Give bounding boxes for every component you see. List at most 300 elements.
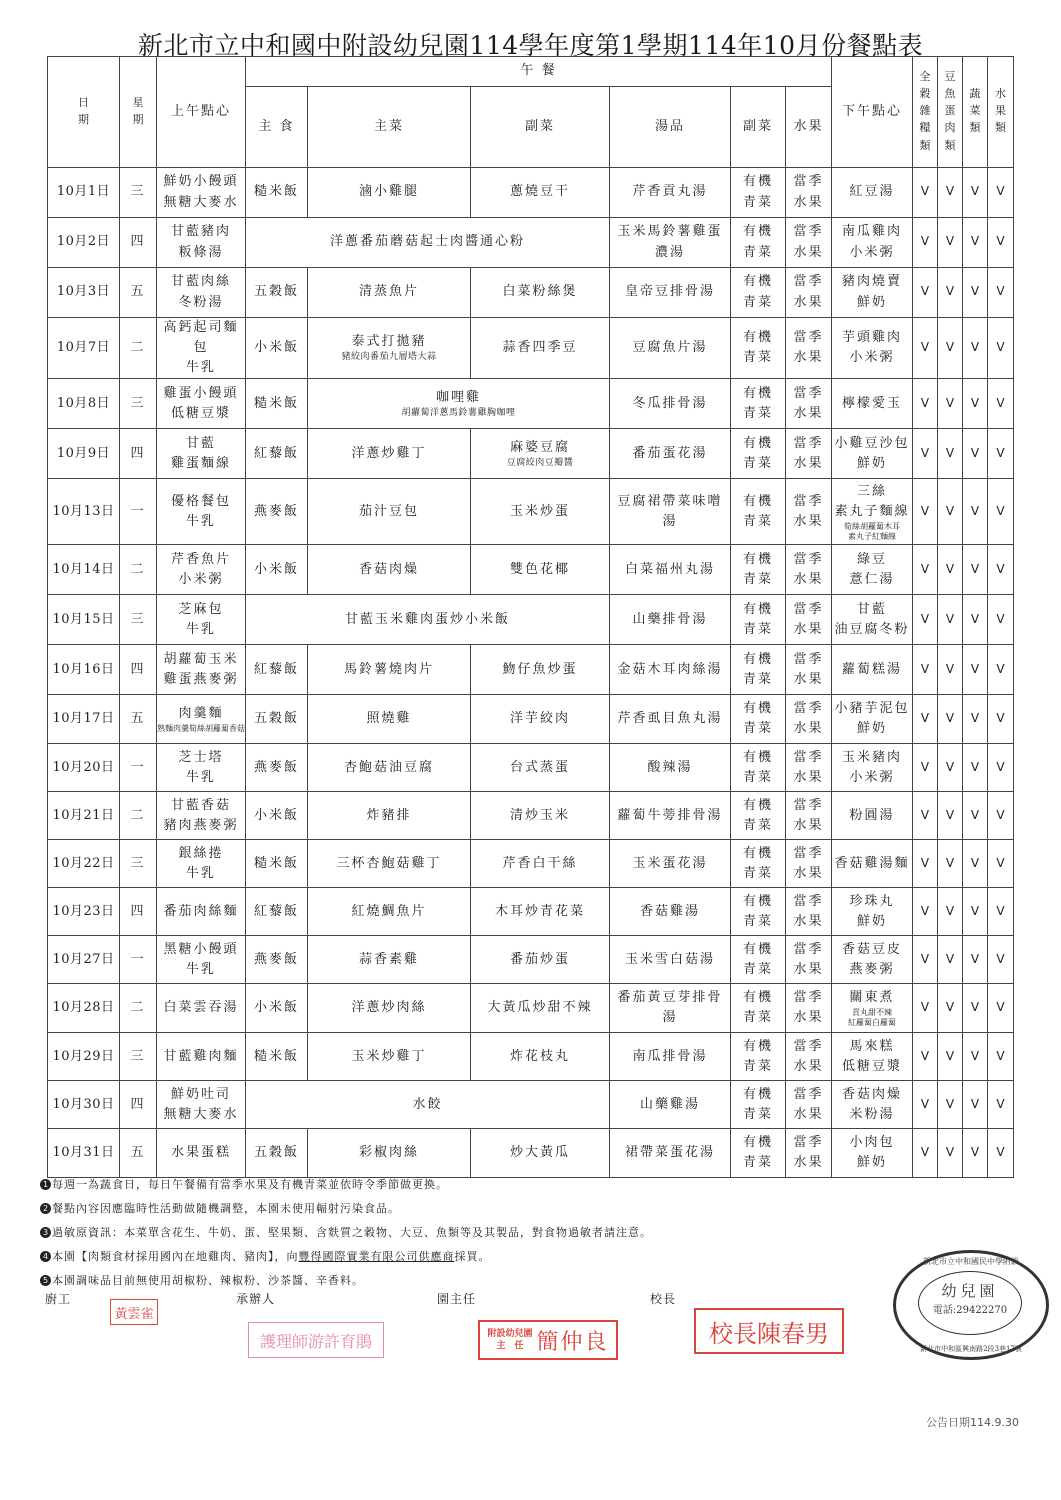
check-mark-icon: V (970, 561, 980, 576)
staple-cell: 糙米飯 (246, 168, 308, 218)
weekday-cell: 一 (120, 479, 157, 545)
check-mark-icon: V (970, 284, 980, 299)
afternoon-snack-cell: 玉米豬肉 小米粥 (832, 744, 913, 792)
check-mark-icon: V (996, 807, 1005, 822)
morning-snack-cell: 鮮奶吐司 無糖大麥水 (157, 1081, 246, 1129)
check-mark-icon: V (996, 759, 1005, 774)
principal-stamp: 校長陳春男 (694, 1308, 844, 1354)
weekday-cell: 一 (120, 936, 157, 984)
morning-snack-cell: 胡蘿蔔玉米 雞蛋燕麥粥 (157, 645, 246, 695)
date-cell: 10月20日 (48, 744, 120, 792)
fruit-cell: 當季 水果 (786, 645, 832, 695)
check-fruit-cell (988, 545, 1014, 595)
check-mark-icon: V (996, 503, 1005, 518)
date-cell: 10月15日 (48, 595, 120, 645)
side-veg-cell: 有機 青菜 (731, 744, 786, 792)
weekday-cell: 三 (120, 1033, 157, 1081)
table-row (48, 595, 1014, 645)
main-dish-cell: 紅燒鯛魚片 (308, 888, 471, 936)
header-staple: 主 食 (246, 87, 308, 168)
soup-cell: 玉米雪白菇湯 (610, 936, 731, 984)
check-mark-icon: V (920, 284, 930, 299)
weekday-cell: 二 (120, 792, 157, 840)
check-fruit-cell (988, 695, 1014, 744)
date-cell: 10月28日 (48, 984, 120, 1033)
afternoon-snack-cell: 香菇豆皮 燕麥粥 (832, 936, 913, 984)
side-veg-cell: 有機 青菜 (731, 645, 786, 695)
afternoon-snack-cell: 芋頭雞肉 小米粥 (832, 318, 913, 379)
main-dish-cell: 照燒雞 (308, 695, 471, 744)
check-mark-icon: V (970, 807, 980, 822)
morning-snack-cell: 黑糖小饅頭 牛乳 (157, 936, 246, 984)
check-grains-cell (913, 1081, 938, 1129)
check-grains-cell (913, 218, 938, 268)
lunch-merged-cell: 水餃 (246, 1081, 610, 1129)
check-mark-icon: V (996, 395, 1005, 410)
check-mark-icon: V (970, 395, 980, 410)
director-stamp: 附設幼兒園 主 任 簡仲良 (478, 1320, 618, 1360)
staple-cell: 糙米飯 (246, 1033, 308, 1081)
check-mark-icon: V (996, 1096, 1005, 1111)
fruit-cell: 當季 水果 (786, 429, 832, 479)
fruit-cell: 當季 水果 (786, 218, 832, 268)
page-title: 新北市立中和國中附設幼兒園114學年度第1學期114年10月份餐點表 (137, 31, 924, 60)
check-mark-icon: V (920, 1000, 930, 1015)
check-mark-icon: V (945, 503, 955, 518)
check-protein-cell (938, 545, 963, 595)
note-2: 2 餐點內容因應臨時性活動做隨機調整，本園未使用輻射污染食品。 (40, 1197, 652, 1221)
fruit-cell: 當季 水果 (786, 168, 832, 218)
header-date: 日期 (48, 57, 120, 168)
check-mark-icon: V (920, 1096, 930, 1111)
header-cat-protein: 豆魚蛋肉類 (938, 57, 963, 168)
date-cell: 10月22日 (48, 840, 120, 888)
check-fruit-cell (988, 1081, 1014, 1129)
note-3: 3 過敏原資訊：本菜單含花生、牛奶、蛋、堅果類、含麩質之穀物、大豆、魚類等及其製品，對食物過敏者請注意。 (40, 1221, 652, 1245)
check-protein-cell (938, 595, 963, 645)
morning-snack-cell: 高鈣起司麵包 牛乳 (157, 318, 246, 379)
morning-snack-cell: 甘藍香菇 豬肉燕麥粥 (157, 792, 246, 840)
check-fruit-cell (988, 1033, 1014, 1081)
morning-snack-cell: 甘藍 雞蛋麵線 (157, 429, 246, 479)
weekday-cell: 四 (120, 645, 157, 695)
check-mark-icon: V (996, 951, 1005, 966)
soup-cell: 山藥排骨湯 (610, 595, 731, 645)
check-veg-cell (963, 545, 988, 595)
date-cell: 10月7日 (48, 318, 120, 379)
date-cell: 10月1日 (48, 168, 120, 218)
morning-snack-cell: 甘藍豬肉 粄條湯 (157, 218, 246, 268)
date-cell: 10月27日 (48, 936, 120, 984)
check-mark-icon: V (970, 661, 980, 676)
check-mark-icon: V (945, 1096, 955, 1111)
soup-cell: 裙帶菜蛋花湯 (610, 1129, 731, 1178)
header-fruit: 水果 (786, 87, 832, 168)
check-fruit-cell (988, 792, 1014, 840)
check-mark-icon: V (996, 903, 1005, 918)
soup-cell: 冬瓜排骨湯 (610, 379, 731, 429)
check-protein-cell (938, 479, 963, 545)
main-side-merged-cell: 咖哩雞 胡蘿蔔洋蔥馬鈴薯雞胸咖哩 (308, 379, 610, 429)
table-row (48, 888, 1014, 936)
check-mark-icon: V (996, 1145, 1005, 1160)
check-mark-icon: V (970, 759, 980, 774)
check-protein-cell (938, 792, 963, 840)
main-dish-cell: 馬鈴薯燒肉片 (308, 645, 471, 695)
check-veg-cell (963, 984, 988, 1033)
check-mark-icon: V (945, 611, 955, 626)
soup-cell: 芹香虱目魚丸湯 (610, 695, 731, 744)
handler-stamp: 護理師游許育鵑 (248, 1322, 384, 1358)
check-mark-icon: V (970, 184, 980, 199)
afternoon-snack-cell: 小肉包 鮮奶 (832, 1129, 913, 1178)
soup-cell: 金菇木耳肉絲湯 (610, 645, 731, 695)
side-veg-cell: 有機 青菜 (731, 168, 786, 218)
date-cell: 10月21日 (48, 792, 120, 840)
check-grains-cell (913, 168, 938, 218)
side-veg-cell: 有機 青菜 (731, 936, 786, 984)
check-grains-cell (913, 840, 938, 888)
main-dish-cell: 香菇肉燥 (308, 545, 471, 595)
check-veg-cell (963, 888, 988, 936)
soup-cell: 皇帝豆排骨湯 (610, 268, 731, 318)
table-row (48, 936, 1014, 984)
check-mark-icon: V (970, 234, 980, 249)
table-row (48, 429, 1014, 479)
check-protein-cell (938, 984, 963, 1033)
check-mark-icon: V (996, 611, 1005, 626)
afternoon-snack-cell: 馬來糕 低糖豆漿 (832, 1033, 913, 1081)
check-mark-icon: V (920, 561, 930, 576)
side-dish-cell: 雙色花椰 (471, 545, 610, 595)
check-grains-cell (913, 429, 938, 479)
check-veg-cell (963, 840, 988, 888)
header-side-veg: 副菜 (731, 87, 786, 168)
table-row (48, 840, 1014, 888)
handler-label: 承辦人 (236, 1292, 276, 1306)
table-row (48, 792, 1014, 840)
table-row (48, 168, 1014, 218)
check-mark-icon: V (970, 903, 980, 918)
side-veg-cell: 有機 青菜 (731, 429, 786, 479)
side-veg-cell: 有機 青菜 (731, 318, 786, 379)
check-mark-icon: V (920, 445, 930, 460)
check-protein-cell (938, 429, 963, 479)
side-dish-cell: 洋芋絞肉 (471, 695, 610, 744)
check-mark-icon: V (996, 1000, 1005, 1015)
morning-snack-cell: 肉羹麵 熟麵肉羹筍絲胡蘿蔔香菇 (157, 695, 246, 744)
check-mark-icon: V (920, 234, 930, 249)
soup-cell: 山藥雞湯 (610, 1081, 731, 1129)
weekday-cell: 三 (120, 595, 157, 645)
check-mark-icon: V (970, 1048, 980, 1063)
afternoon-snack-cell: 香菇雞湯麵 (832, 840, 913, 888)
check-grains-cell (913, 268, 938, 318)
afternoon-snack-cell: 紅豆湯 (832, 168, 913, 218)
check-veg-cell (963, 1129, 988, 1178)
date-cell: 10月17日 (48, 695, 120, 744)
soup-cell: 蘿蔔牛蒡排骨湯 (610, 792, 731, 840)
afternoon-snack-cell: 三絲 素丸子麵線 筍絲胡蘿蔔木耳 素丸子紅麵線 (832, 479, 913, 545)
staple-cell: 五穀飯 (246, 268, 308, 318)
check-mark-icon: V (996, 184, 1005, 199)
morning-snack-cell: 芝士塔 牛乳 (157, 744, 246, 792)
soup-cell: 番茄黃豆芽排骨湯 (610, 984, 731, 1033)
check-veg-cell (963, 218, 988, 268)
check-mark-icon: V (970, 1145, 980, 1160)
check-veg-cell (963, 936, 988, 984)
check-grains-cell (913, 645, 938, 695)
header-main-dish: 主菜 (308, 87, 471, 168)
check-mark-icon: V (920, 759, 930, 774)
menu-table (47, 56, 1014, 1178)
lunch-merged-cell: 甘藍玉米雞肉蛋炒小米飯 (246, 595, 610, 645)
staple-cell: 燕麥飯 (246, 744, 308, 792)
check-protein-cell (938, 888, 963, 936)
side-veg-cell: 有機 青菜 (731, 1081, 786, 1129)
check-grains-cell (913, 545, 938, 595)
side-dish-cell: 炒大黃瓜 (471, 1129, 610, 1178)
check-protein-cell (938, 379, 963, 429)
check-protein-cell (938, 1081, 963, 1129)
cook-label: 廚工 (45, 1292, 72, 1306)
staple-cell: 紅藜飯 (246, 645, 308, 695)
morning-snack-cell: 芝麻包 牛乳 (157, 595, 246, 645)
check-fruit-cell (988, 984, 1014, 1033)
check-mark-icon: V (920, 807, 930, 822)
check-mark-icon: V (996, 561, 1005, 576)
table-row (48, 1081, 1014, 1129)
weekday-cell: 五 (120, 1129, 157, 1178)
check-mark-icon: V (920, 903, 930, 918)
check-mark-icon: V (920, 503, 930, 518)
weekday-cell: 二 (120, 545, 157, 595)
check-grains-cell (913, 479, 938, 545)
side-dish-cell: 台式蒸蛋 (471, 744, 610, 792)
staple-cell: 紅藜飯 (246, 429, 308, 479)
check-veg-cell (963, 168, 988, 218)
morning-snack-cell: 優格餐包 牛乳 (157, 479, 246, 545)
side-dish-cell: 蔥燒豆干 (471, 168, 610, 218)
check-mark-icon: V (970, 445, 980, 460)
check-fruit-cell (988, 268, 1014, 318)
fruit-cell: 當季 水果 (786, 984, 832, 1033)
check-fruit-cell (988, 379, 1014, 429)
note-5: 5 本園調味品目前無使用胡椒粉、辣椒粉、沙茶醬、辛香料。 (40, 1269, 652, 1293)
date-cell: 10月2日 (48, 218, 120, 268)
morning-snack-cell: 白菜雲吞湯 (157, 984, 246, 1033)
soup-cell: 香菇雞湯 (610, 888, 731, 936)
check-mark-icon: V (996, 711, 1005, 726)
side-veg-cell: 有機 青菜 (731, 479, 786, 545)
check-fruit-cell (988, 1129, 1014, 1178)
check-veg-cell (963, 1033, 988, 1081)
check-mark-icon: V (945, 1145, 955, 1160)
date-cell: 10月29日 (48, 1033, 120, 1081)
weekday-cell: 四 (120, 429, 157, 479)
staple-cell: 糙米飯 (246, 379, 308, 429)
table-row (48, 318, 1014, 379)
director-label: 園主任 (437, 1292, 477, 1306)
side-dish-cell: 蒜香四季豆 (471, 318, 610, 379)
main-dish-cell: 蒜香素雞 (308, 936, 471, 984)
check-grains-cell (913, 888, 938, 936)
date-cell: 10月23日 (48, 888, 120, 936)
check-mark-icon: V (920, 395, 930, 410)
table-row (48, 744, 1014, 792)
soup-cell: 玉米馬鈴薯雞蛋濃湯 (610, 218, 731, 268)
check-mark-icon: V (996, 855, 1005, 870)
main-dish-cell: 洋蔥炒雞丁 (308, 429, 471, 479)
table-row (48, 218, 1014, 268)
check-protein-cell (938, 318, 963, 379)
side-dish-cell: 魩仔魚炒蛋 (471, 645, 610, 695)
fruit-cell: 當季 水果 (786, 792, 832, 840)
check-grains-cell (913, 1129, 938, 1178)
staple-cell: 燕麥飯 (246, 936, 308, 984)
main-dish-cell: 杏鮑菇油豆腐 (308, 744, 471, 792)
afternoon-snack-cell: 豬肉燒賣 鮮奶 (832, 268, 913, 318)
side-veg-cell: 有機 青菜 (731, 888, 786, 936)
weekday-cell: 三 (120, 379, 157, 429)
check-mark-icon: V (920, 855, 930, 870)
side-veg-cell: 有機 青菜 (731, 1033, 786, 1081)
soup-cell: 酸辣湯 (610, 744, 731, 792)
check-grains-cell (913, 936, 938, 984)
header-cat-grains: 全穀雜糧類 (913, 57, 938, 168)
main-dish-cell: 茄汁豆包 (308, 479, 471, 545)
check-fruit-cell (988, 595, 1014, 645)
weekday-cell: 四 (120, 888, 157, 936)
weekday-cell: 二 (120, 318, 157, 379)
fruit-cell: 當季 水果 (786, 695, 832, 744)
table-row (48, 1033, 1014, 1081)
side-dish-cell: 白菜粉絲煲 (471, 268, 610, 318)
check-mark-icon: V (996, 340, 1005, 355)
check-mark-icon: V (945, 184, 955, 199)
check-mark-icon: V (945, 561, 955, 576)
check-protein-cell (938, 936, 963, 984)
side-veg-cell: 有機 青菜 (731, 595, 786, 645)
check-mark-icon: V (920, 611, 930, 626)
check-mark-icon: V (945, 807, 955, 822)
check-mark-icon: V (996, 445, 1005, 460)
check-mark-icon: V (945, 855, 955, 870)
header-soup: 湯品 (610, 87, 731, 168)
school-seal: 新北市立中和國民中學附設 幼兒園 電話:29422270 新北市中和區興南路2段3巷17號 (893, 1250, 1049, 1360)
staple-cell: 五穀飯 (246, 1129, 308, 1178)
check-fruit-cell (988, 888, 1014, 936)
morning-snack-cell: 番茄肉絲麵 (157, 888, 246, 936)
staple-cell: 小米飯 (246, 792, 308, 840)
check-mark-icon: V (945, 284, 955, 299)
check-grains-cell (913, 695, 938, 744)
fruit-cell: 當季 水果 (786, 840, 832, 888)
fruit-cell: 當季 水果 (786, 268, 832, 318)
fruit-cell: 當季 水果 (786, 479, 832, 545)
side-veg-cell: 有機 青菜 (731, 840, 786, 888)
side-veg-cell: 有機 青菜 (731, 695, 786, 744)
check-veg-cell (963, 595, 988, 645)
check-mark-icon: V (920, 340, 930, 355)
check-veg-cell (963, 744, 988, 792)
check-mark-icon: V (945, 661, 955, 676)
publish-date: 公告日期114.9.30 (926, 1416, 1019, 1429)
side-veg-cell: 有機 青菜 (731, 268, 786, 318)
weekday-cell: 四 (120, 1081, 157, 1129)
header-cat-veg: 蔬菜類 (963, 57, 988, 168)
side-dish-cell: 木耳炒青花菜 (471, 888, 610, 936)
check-fruit-cell (988, 318, 1014, 379)
side-veg-cell: 有機 青菜 (731, 379, 786, 429)
check-veg-cell (963, 429, 988, 479)
morning-snack-cell: 甘藍雞肉麵 (157, 1033, 246, 1081)
check-grains-cell (913, 984, 938, 1033)
check-mark-icon: V (920, 1145, 930, 1160)
check-grains-cell (913, 318, 938, 379)
staple-cell: 小米飯 (246, 545, 308, 595)
check-fruit-cell (988, 168, 1014, 218)
header-weekday: 星期 (120, 57, 157, 168)
afternoon-snack-cell: 粉圓湯 (832, 792, 913, 840)
check-veg-cell (963, 268, 988, 318)
check-mark-icon: V (970, 1000, 980, 1015)
check-veg-cell (963, 479, 988, 545)
check-veg-cell (963, 1081, 988, 1129)
side-veg-cell: 有機 青菜 (731, 792, 786, 840)
morning-snack-cell: 雞蛋小饅頭 低糖豆漿 (157, 379, 246, 429)
date-cell: 10月30日 (48, 1081, 120, 1129)
date-cell: 10月14日 (48, 545, 120, 595)
staple-cell: 糙米飯 (246, 840, 308, 888)
fruit-cell: 當季 水果 (786, 1033, 832, 1081)
morning-snack-cell: 銀絲捲 牛乳 (157, 840, 246, 888)
check-mark-icon: V (945, 1048, 955, 1063)
afternoon-snack-cell: 甘藍 油豆腐冬粉 (832, 595, 913, 645)
afternoon-snack-cell: 小豬芋泥包 鮮奶 (832, 695, 913, 744)
check-mark-icon: V (970, 340, 980, 355)
check-mark-icon: V (920, 951, 930, 966)
check-mark-icon: V (970, 855, 980, 870)
check-mark-icon: V (945, 340, 955, 355)
cook-stamp: 黃雲雀 (110, 1299, 158, 1325)
weekday-cell: 五 (120, 268, 157, 318)
weekday-cell: 三 (120, 840, 157, 888)
morning-snack-cell: 芹香魚片 小米粥 (157, 545, 246, 595)
side-veg-cell: 有機 青菜 (731, 984, 786, 1033)
afternoon-snack-cell: 蘿蔔糕湯 (832, 645, 913, 695)
check-mark-icon: V (970, 711, 980, 726)
table-row (48, 268, 1014, 318)
check-mark-icon: V (970, 951, 980, 966)
check-mark-icon: V (970, 611, 980, 626)
check-protein-cell (938, 840, 963, 888)
date-cell: 10月3日 (48, 268, 120, 318)
side-dish-cell: 大黃瓜炒甜不辣 (471, 984, 610, 1033)
check-mark-icon: V (996, 661, 1005, 676)
fruit-cell: 當季 水果 (786, 318, 832, 379)
side-dish-cell: 玉米炒蛋 (471, 479, 610, 545)
main-dish-cell: 炸豬排 (308, 792, 471, 840)
principal-label: 校長 (650, 1292, 677, 1306)
side-veg-cell: 有機 青菜 (731, 218, 786, 268)
check-mark-icon: V (996, 284, 1005, 299)
check-veg-cell (963, 379, 988, 429)
table-row (48, 479, 1014, 545)
check-mark-icon: V (945, 395, 955, 410)
soup-cell: 玉米蛋花湯 (610, 840, 731, 888)
check-mark-icon: V (970, 503, 980, 518)
